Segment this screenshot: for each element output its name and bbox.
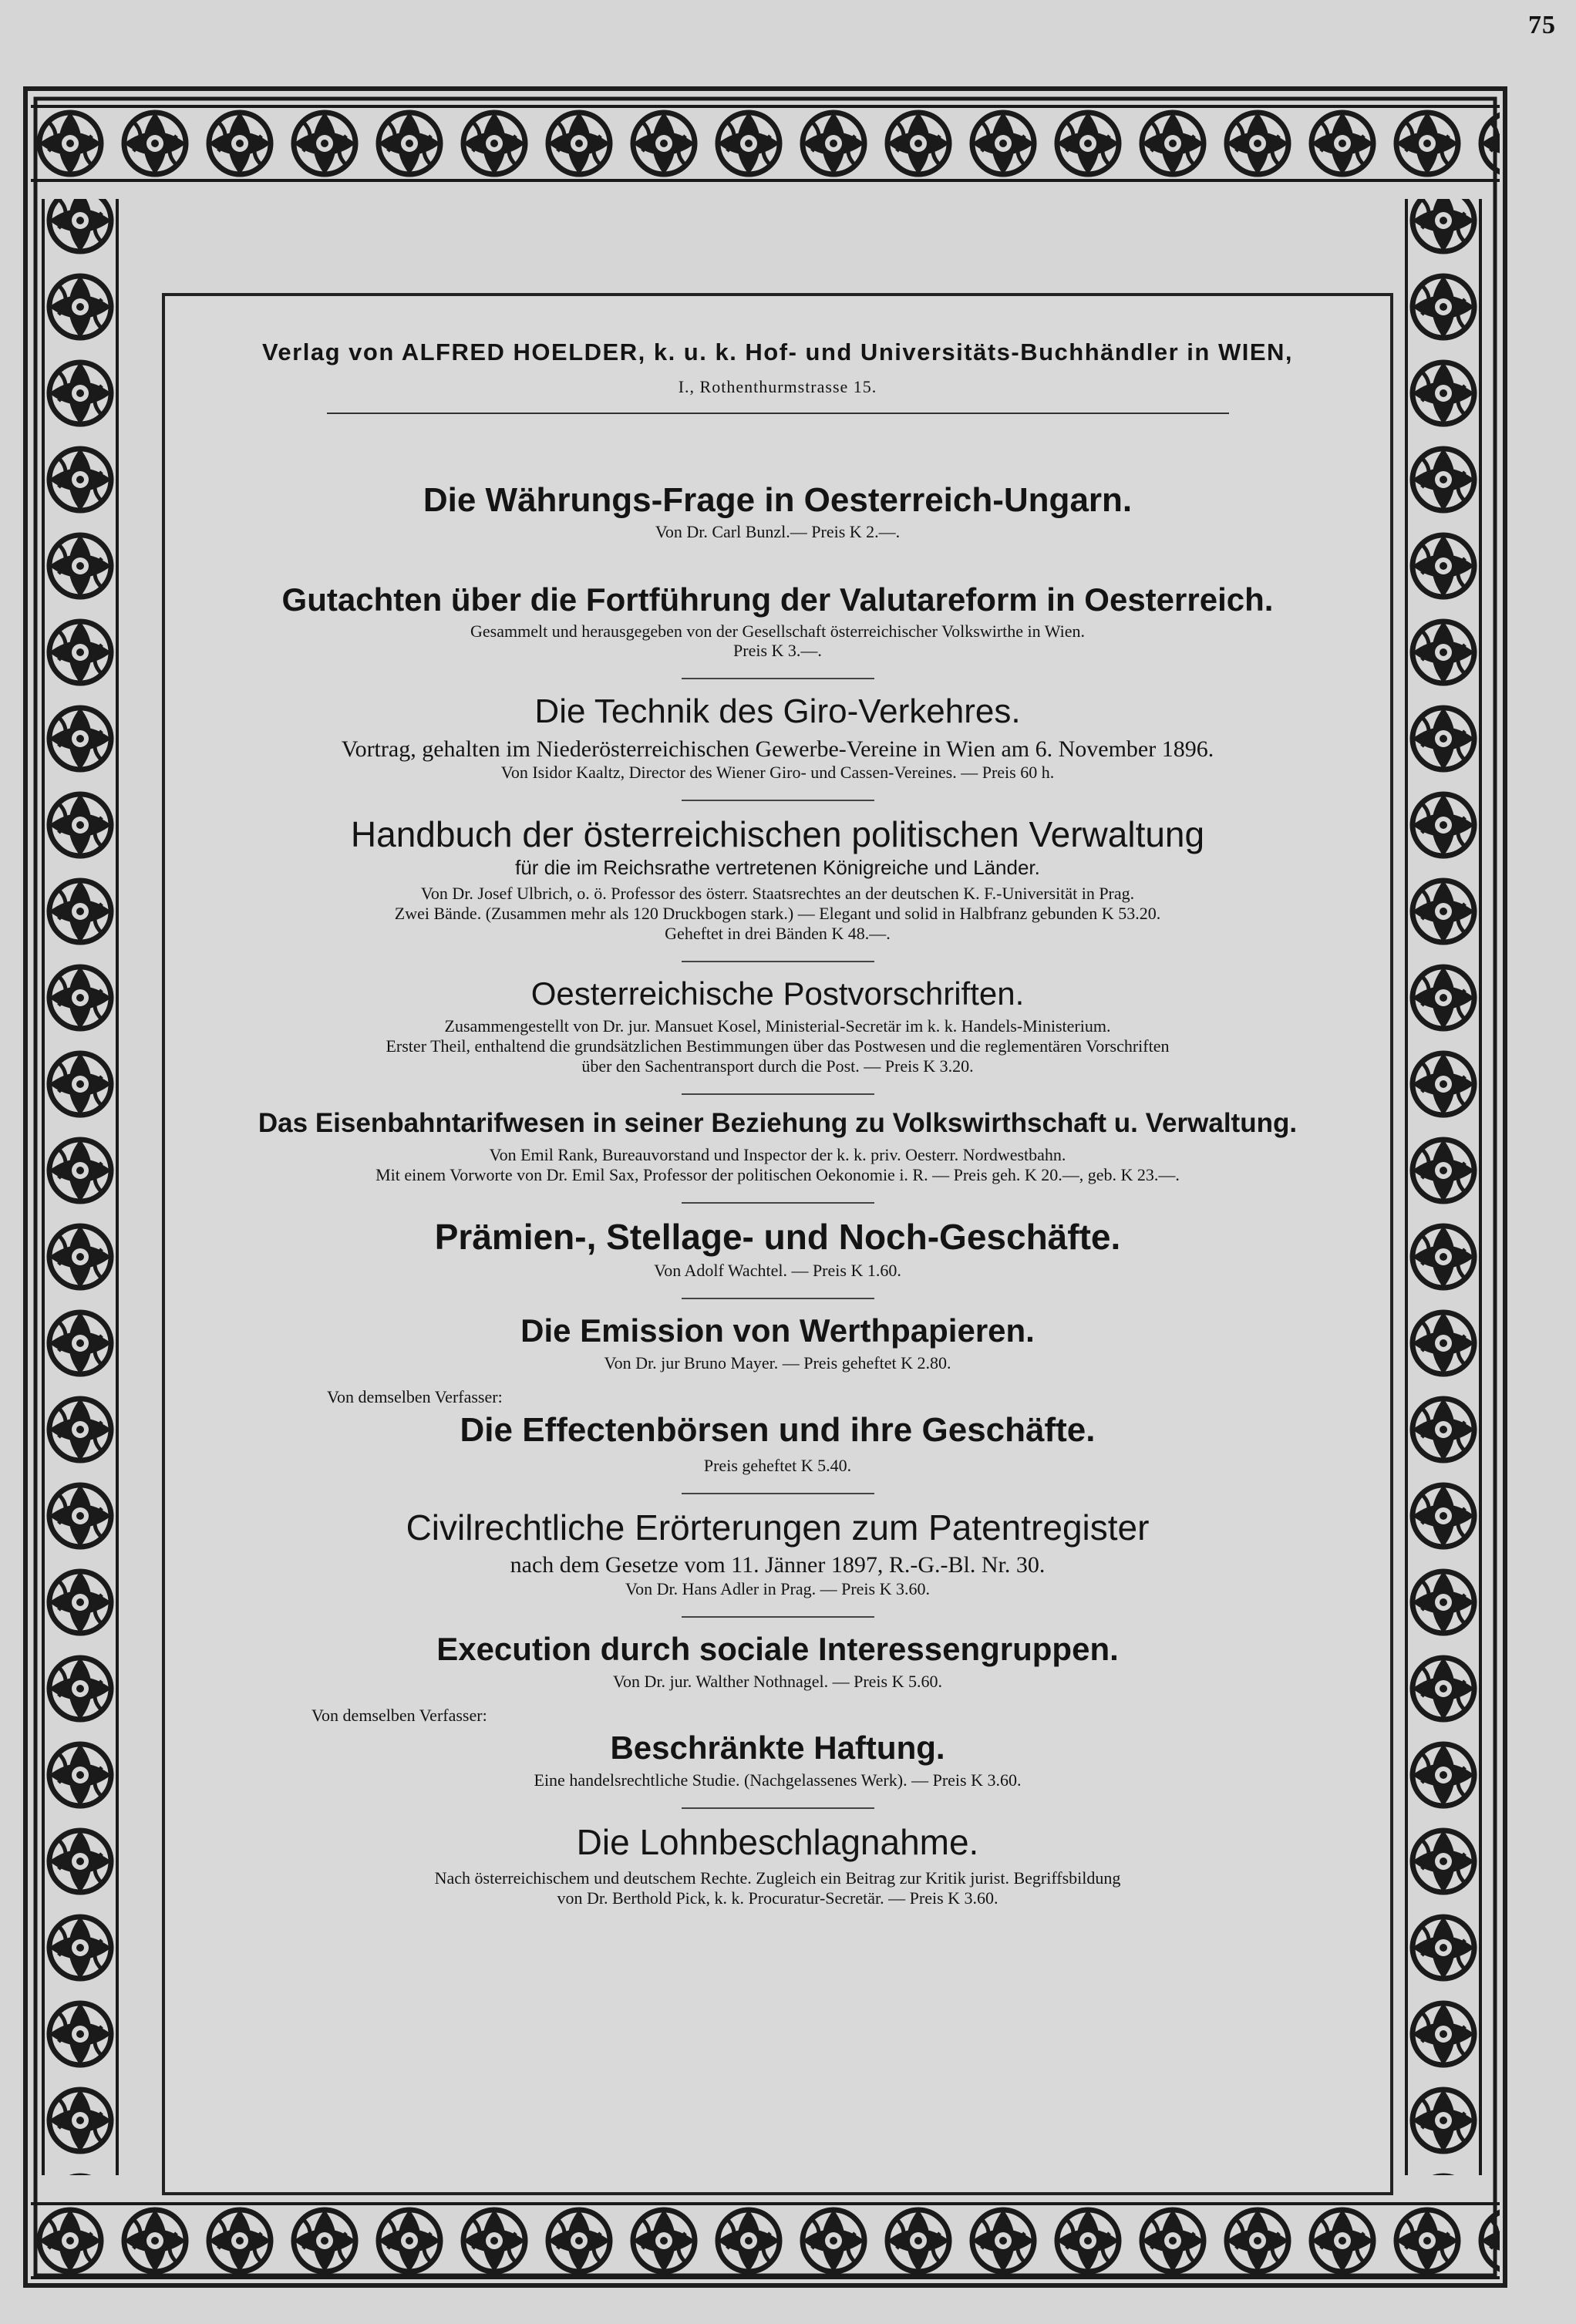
book-detail: Von Dr. jur. Walther Nothnagel. — Preis K 5.60. xyxy=(613,1671,942,1691)
divider-rule xyxy=(682,1616,874,1618)
book-title: Die Währungs-Frage in Oesterreich-Ungarn. xyxy=(423,481,1133,519)
book-entry xyxy=(180,1632,1375,1692)
book-title: Gutachten über die Fortführung der Valutareform in Oesterreich. xyxy=(281,581,1274,618)
book-title: Die Emission von Werthpapieren. xyxy=(520,1312,1035,1349)
book-entry xyxy=(180,582,1375,661)
same-author-note: Von demselben Verfasser: xyxy=(327,1387,503,1407)
page-number: 75 xyxy=(1528,11,1556,39)
book-detail: nach dem Gesetze vom 11. Jänner 1897, R.-G.-Bl. Nr. 30. xyxy=(510,1552,1046,1578)
book-entry xyxy=(180,1508,1375,1599)
book-title: Civilrechtliche Erörterungen zum Patentregister xyxy=(406,1507,1150,1548)
advertisement-panel xyxy=(162,293,1393,2195)
book-detail: Nach österreichischem und deutschem Rechte. Zugleich ein Beitrag zur Kritik jurist. Begriffsbildung xyxy=(434,1868,1121,1888)
divider-rule xyxy=(682,800,874,801)
book-title: Handbuch der österreichischen politischen Verwaltung xyxy=(350,814,1205,855)
book-detail: Mit einem Vorworte von Dr. Emil Sax, Professor der politischen Oekonomie i. R. — Preis geh. K 20.—, geb. K 23.—. xyxy=(375,1164,1180,1184)
book-detail: über den Sachentransport durch die Post. — Preis K 3.20. xyxy=(581,1056,974,1076)
book-entry xyxy=(180,815,1375,944)
book-entry xyxy=(180,1218,1375,1282)
book-detail: Von Emil Rank, Bureauvorstand und Inspector der k. k. priv. Oesterr. Nordwestbahn. xyxy=(489,1144,1066,1164)
book-entry xyxy=(180,1706,1375,1790)
book-title: Das Eisenbahntarifwesen in seiner Beziehung zu Volkswirthschaft u. Verwaltung. xyxy=(258,1108,1298,1139)
book-detail: von Dr. Berthold Pick, k. k. Procuratur-Secretär. — Preis K 3.60. xyxy=(557,1888,998,1908)
book-detail: Zusammengestellt von Dr. jur. Mansuet Kosel, Ministerial-Secretär im k. k. Handels-Ministerium. xyxy=(444,1016,1111,1036)
book-detail: Gesammelt und herausgegeben von der Gesellschaft österreichischer Volkswirthe in Wien. xyxy=(470,621,1085,641)
divider-rule xyxy=(682,678,874,679)
book-title: Oesterreichische Postvorschriften. xyxy=(530,975,1025,1012)
ornamental-frame xyxy=(23,86,1507,2288)
book-detail: Vortrag, gehalten im Niederösterreichischen Gewerbe-Vereine in Wien am 6. November 1896. xyxy=(341,736,1214,762)
book-entry xyxy=(180,482,1375,542)
book-entry xyxy=(180,1823,1375,1908)
divider-rule xyxy=(682,1093,874,1095)
book-detail: Geheftet in drei Bänden K 48.—. xyxy=(665,924,891,944)
book-detail: Von Dr. Josef Ulbrich, o. ö. Professor des österr. Staatsrechtes an der deutschen K. F.-Universität in Prag. xyxy=(420,884,1135,904)
book-entry xyxy=(180,1313,1375,1373)
book-detail: Von Isidor Kaaltz, Director des Wiener Giro- und Cassen-Vereines. — Preis 60 h. xyxy=(500,763,1055,783)
book-entry xyxy=(180,693,1375,783)
book-detail: Von Adolf Wachtel. — Preis K 1.60. xyxy=(654,1261,901,1281)
book-entry xyxy=(180,976,1375,1076)
book-title: Prämien-, Stellage- und Noch-Geschäfte. xyxy=(434,1216,1121,1257)
header-rule xyxy=(327,413,1229,414)
book-detail: Von Dr. Hans Adler in Prag. — Preis K 3.60. xyxy=(625,1578,930,1598)
book-title: Die Technik des Giro-Verkehres. xyxy=(534,692,1021,731)
book-detail: Zwei Bände. (Zusammen mehr als 120 Druckbogen stark.) — Elegant und solid in Halbfranz gebunden K 53.20. xyxy=(394,904,1161,924)
publisher-header xyxy=(180,296,1375,414)
publisher-address: I., Rothenthurmstrasse 15. xyxy=(678,377,877,396)
book-detail: für die im Reichsrathe vertretenen Königreiche und Länder. xyxy=(515,855,1040,879)
book-entry xyxy=(180,1387,1375,1475)
same-author-note: Von demselben Verfasser: xyxy=(311,1705,487,1725)
book-entry xyxy=(180,1109,1375,1184)
book-detail: Preis geheftet K 5.40. xyxy=(703,1455,852,1475)
book-detail: Preis K 3.—. xyxy=(733,641,822,661)
book-detail: Erster Theil, enthaltend die grundsätzlichen Bestimmungen über das Postwesen und die reglementären Vorschriften xyxy=(386,1036,1170,1056)
publisher-line: Verlag von ALFRED HOELDER, k. u. k. Hof- und Universitäts-Buchhändler in WIEN, xyxy=(261,338,1294,365)
book-title: Execution durch sociale Interessengruppen. xyxy=(436,1630,1119,1667)
book-title: Die Effectenbörsen und ihre Geschäfte. xyxy=(460,1411,1096,1450)
divider-rule xyxy=(682,1807,874,1809)
divider-rule xyxy=(682,1298,874,1299)
book-title: Beschränkte Haftung. xyxy=(610,1729,945,1766)
book-detail: Eine handelsrechtliche Studie. (Nachgelassenes Werk). — Preis K 3.60. xyxy=(534,1770,1022,1790)
book-detail: Von Dr. jur Bruno Mayer. — Preis geheftet K 2.80. xyxy=(604,1353,951,1373)
book-detail: Von Dr. Carl Bunzl.— Preis K 2.—. xyxy=(655,522,901,542)
divider-rule xyxy=(682,1202,874,1204)
divider-rule xyxy=(682,1493,874,1494)
divider-rule xyxy=(682,961,874,962)
book-title: Die Lohnbeschlagnahme. xyxy=(576,1822,979,1862)
